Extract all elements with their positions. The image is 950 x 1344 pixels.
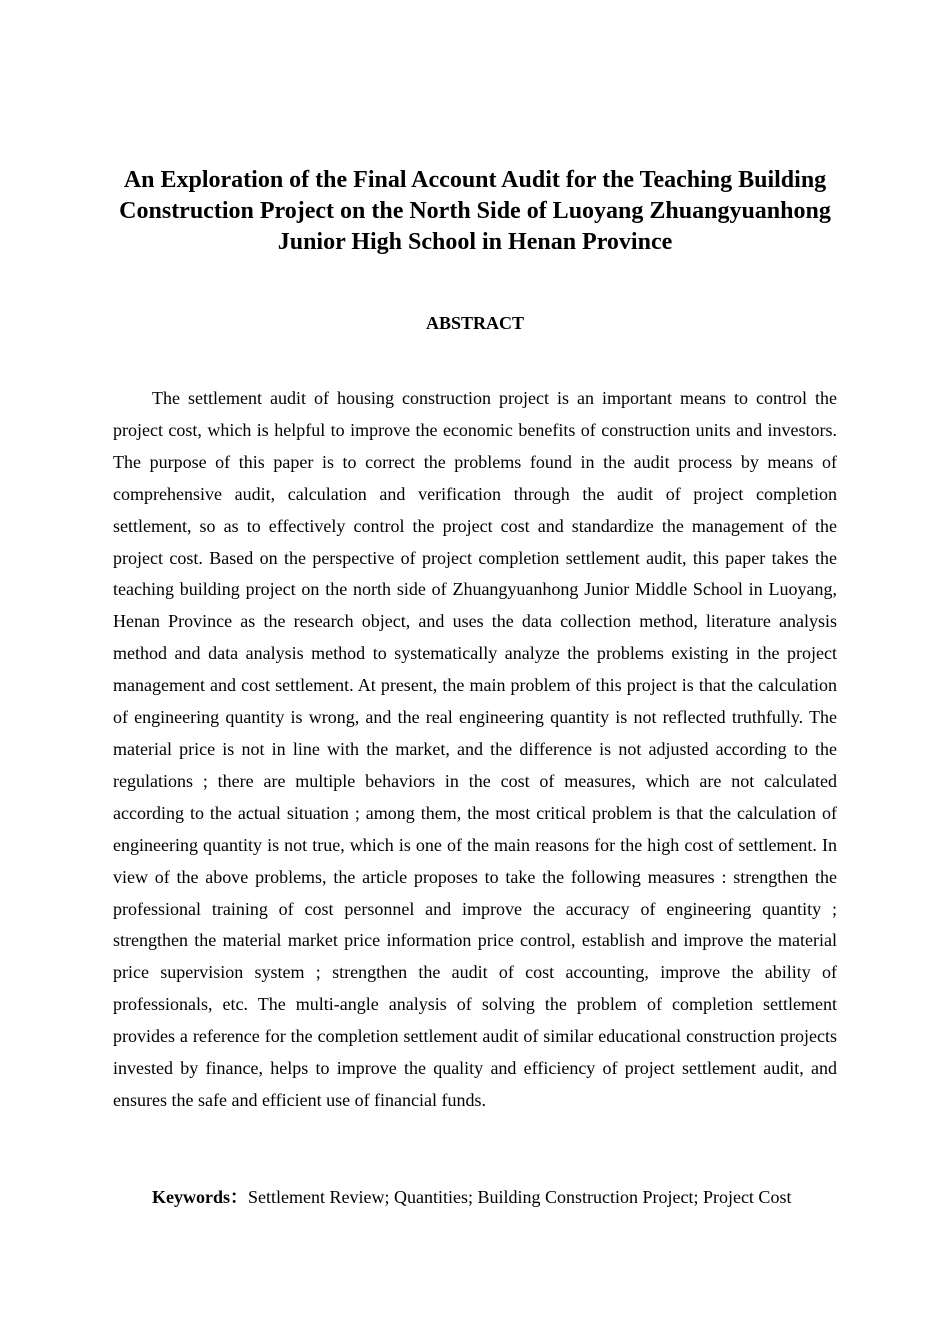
keywords-label: Keywords：	[152, 1187, 248, 1207]
keywords-text: Settlement Review; Quantities; Building Construction Project; Project Cost	[248, 1187, 792, 1207]
keywords-line	[152, 1182, 852, 1212]
abstract-heading: ABSTRACT	[425, 313, 525, 333]
abstract-body: The settlement audit of housing construction project is an important means to control the project cost, which is helpful to improve the economic benefits of construction units and investors. The purpose of this paper is to correct the problems found in the audit process by means of comprehensive audit, calculation and verification through the audit of project completion settlement, so as to effectively control the project cost and standardize the management of the project cost. Based on the perspective of project completion settlement audit, this paper takes the teaching building project on the north side of Zhuangyuanhong Junior Middle School in Luoyang, Henan Province as the research object, and uses the data collection method, literature analysis method and data analysis method to systematically analyze the problems existing in the project management and cost settlement. At present, the main problem of this project is that the calculation of engineering quantity is wrong, and the real engineering quantity is not reflected truthfully. The material price is not in line with the market, and the difference is not adjusted according to the regulations ; there are multiple behaviors in the cost of measures, which are not calculated according to the actual situation ; among them, the most critical problem is that the calculation of engineering quantity is not true, which is one of the main reasons for the high cost of settlement. In view of the above problems, the article proposes to take the following measures : strengthen the professional training of cost personnel and improve the accuracy of engineering quantity ; strengthen the material market price information price control, establish and improve the material price supervision system ; strengthen the audit of cost accounting, improve the ability of professionals, etc. The multi-angle analysis of solving the problem of completion settlement provides a reference for the completion settlement audit of similar educational construction projects invested by finance, helps to improve the quality and efficiency of project settlement audit, and ensures the safe and efficient use of financial funds.	[113, 388, 837, 1110]
paper-title: An Exploration of the Final Account Audit for the Teaching Building Construction Project on the North Side of Luoyang Zhuangyuanhong Junior High School in Henan Province	[119, 167, 831, 255]
